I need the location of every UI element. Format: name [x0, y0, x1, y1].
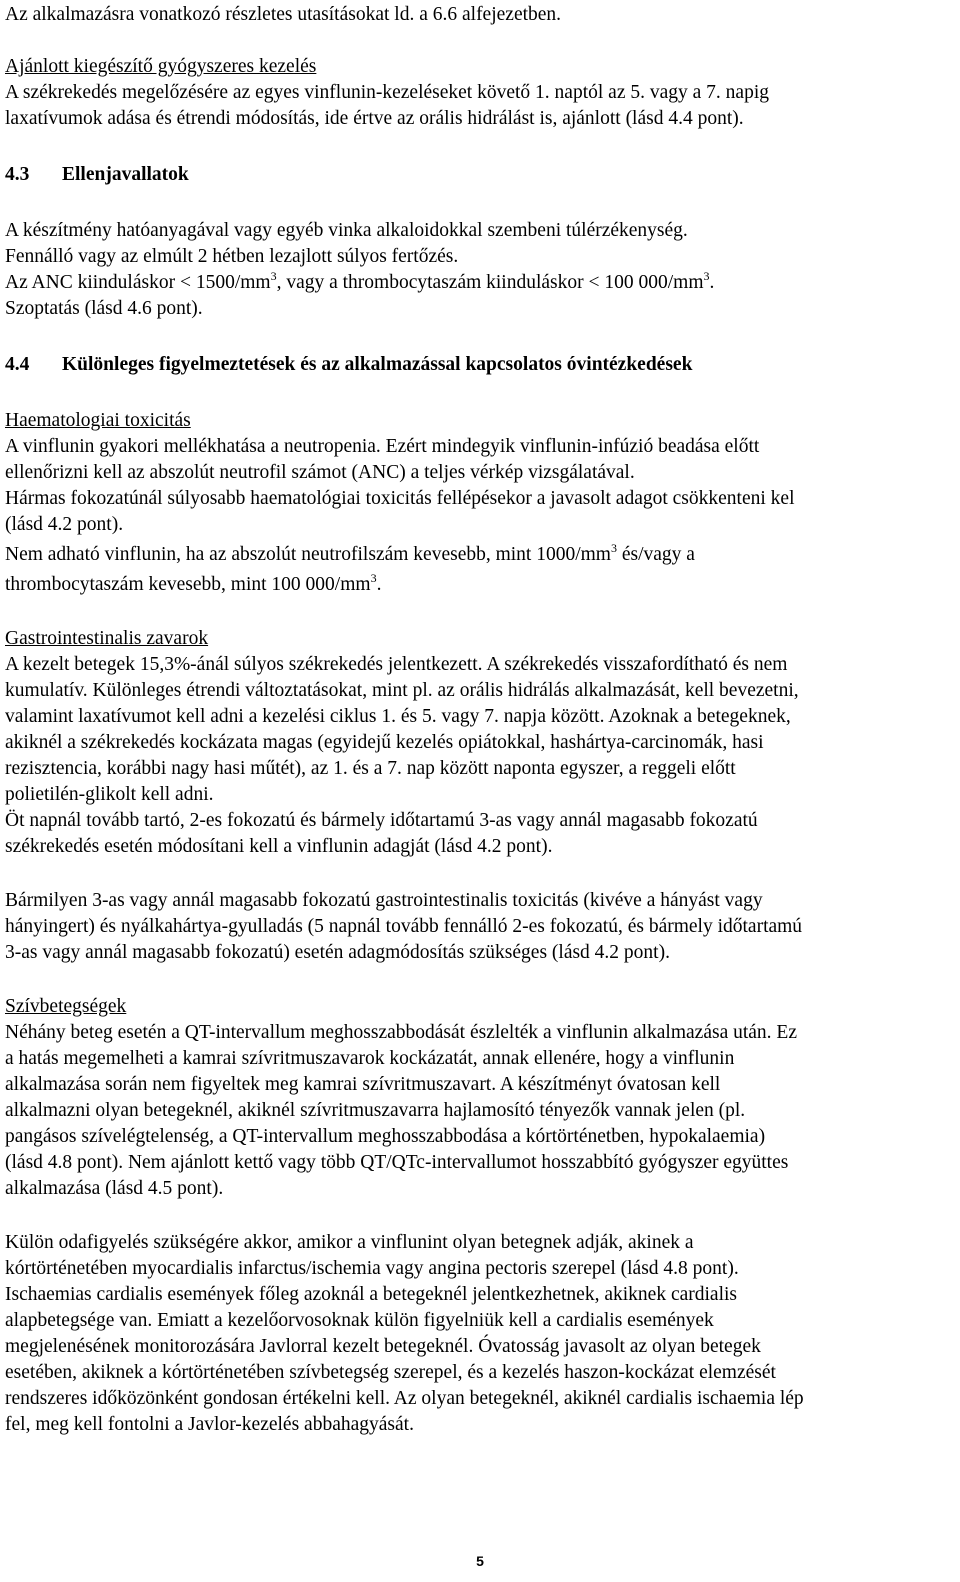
- paragraph-line: alkalmazása (lásd 4.5 pont).: [5, 1178, 224, 1199]
- paragraph-line: kumulatív. Különleges étrendi változtatásokat, mint pl. az orális hidrálás alkalmazását, kell bevezetni,: [5, 680, 799, 701]
- page-number: 5: [476, 1553, 484, 1569]
- paragraph-line: székrekedés esetén módosítani kell a vinflunin adagját (lásd 4.2 pont).: [5, 836, 553, 857]
- paragraph-line: Bármilyen 3-as vagy annál magasabb fokozatú gastrointestinalis toxicitás (kivéve a hányást vagy: [5, 890, 763, 911]
- paragraph-line: (lásd 4.8 pont). Nem ajánlott kettő vagy több QT/QTc-intervallumot hosszabbító gyógyszer együttes: [5, 1152, 789, 1173]
- section-title-warnings: Különleges figyelmeztetések és az alkalmazással kapcsolatos óvintézkedések: [62, 354, 693, 375]
- paragraph-line: Szoptatás (lásd 4.6 pont).: [5, 298, 203, 319]
- intro-line: Az alkalmazásra vonatkozó részletes utasításokat ld. a 6.6 alfejezetben.: [5, 4, 562, 25]
- paragraph-line: Fennálló vagy az elmúlt 2 hétben lezajlott súlyos fertőzés.: [5, 246, 459, 267]
- paragraph-line: (lásd 4.2 pont).: [5, 514, 124, 535]
- paragraph-line: laxatívumok adása és étrendi módosítás, ide értve az orális hidrálást is, ajánlott (lásd 4.4 pont).: [5, 108, 744, 129]
- subheading-gastrointestinal: Gastrointestinalis zavarok: [5, 628, 209, 649]
- subheading-cardiac: Szívbetegségek: [5, 996, 127, 1017]
- paragraph-line: Ischaemias cardialis események főleg azoknál a betegeknél jelentkezhetnek, akiknek cardialis: [5, 1284, 737, 1305]
- paragraph-line: alkalmazása során nem figyeltek meg kamrai szívritmuszavart. A készítményt óvatosan kell: [5, 1074, 721, 1095]
- section-number-4-4: 4.4: [5, 354, 30, 375]
- paragraph-line: A székrekedés megelőzésére az egyes vinflunin-kezeléseket követő 1. naptól az 5. vagy a 7. napig: [5, 82, 769, 103]
- paragraph-line: A kezelt betegek 15,3%-ánál súlyos székrekedés jelentkezett. A székrekedés visszafordítható és nem: [5, 654, 788, 675]
- paragraph-line: megjelenésének monitorozására Javlorral kezelt betegeknél. Óvatosság javasolt az olyan betegek: [5, 1336, 761, 1357]
- paragraph-line: esetében, akiknek a kórtörténetében szívbetegség szerepel, és a kezelés haszon-kockázat elemzését: [5, 1362, 776, 1383]
- paragraph-line: polietilén-glikolt kell adni.: [5, 784, 214, 805]
- paragraph-line: hányingert) és nyálkahártya-gyulladás (5 napnál tovább fennálló 2-es fokozatú, és bármely időtartamú: [5, 916, 803, 937]
- paragraph-line: rezisztencia, korábbi nagy hasi műtét), az 1. és a 7. nap között naponta egyszer, a reggeli előtt: [5, 758, 736, 779]
- paragraph-line: Öt napnál tovább tartó, 2-es fokozatú és bármely időtartamú 3-as vagy annál magasabb fokozatú: [5, 810, 758, 831]
- paragraph-line: Néhány beteg esetén a QT-intervallum meghosszabbodását észlelték a vinflunin alkalmazása után. Ez: [5, 1022, 797, 1043]
- paragraph-line: alkalmazni olyan betegeknél, akiknél szívritmuszavarra hajlamosító tényezők vannak jelen (pl.: [5, 1100, 746, 1121]
- subheading-supplementary: Ajánlott kiegészítő gyógyszeres kezelés: [5, 56, 317, 77]
- paragraph-line: Nem adható vinflunin, ha az abszolút neutrofilszám kevesebb, mint $1000/mm^3$ és/vagy a: [5, 541, 695, 565]
- paragraph-line: Hármas fokozatúnál súlyosabb haematológiai toxicitás fellépésekor a javasolt adagot csökkenteni kel: [5, 488, 795, 509]
- paragraph-line: pangásos szívelégtelenség, a QT-intervallum meghosszabbodása a kórtörténetben, hypokalaemia): [5, 1126, 766, 1147]
- section-title-contraindications: Ellenjavallatok: [62, 164, 189, 185]
- paragraph-line: rendszeres időközönként gondosan értékelni kell. Az olyan betegeknél, akiknél cardialis ischaemia lép: [5, 1388, 804, 1409]
- paragraph-line: thrombocytaszám kevesebb, mint 100 $000/mm^3$.: [5, 571, 382, 595]
- paragraph-line: Az ANC kiinduláskor < $1500/mm^3$, vagy a thrombocytaszám kiinduláskor < 100 $000/mm^3$.: [5, 269, 715, 293]
- paragraph-line: A vinflunin gyakori mellékhatása a neutropenia. Ezért mindegyik vinflunin-infúzió beadása előtt: [5, 436, 760, 457]
- section-number-4-3: 4.3: [5, 164, 30, 185]
- paragraph-line: alapbetegsége van. Emiatt a kezelőorvosoknak külön figyelniük kell a cardialis események: [5, 1310, 714, 1331]
- paragraph-line: valamint laxatívumot kell adni a kezelési ciklus 1. és 5. vagy 7. napja között. Azoknak a betegeknek,: [5, 706, 791, 727]
- paragraph-line: akiknél a székrekedés kockázata magas (egyidejű kezelés opiátokkal, hashártya-carcinomák, hasi: [5, 732, 764, 753]
- paragraph-line: ellenőrizni kell az abszolút neutrofil számot (ANC) a teljes vérkép vizsgálatával.: [5, 462, 635, 483]
- paragraph-line: fel, meg kell fontolni a Javlor-kezelés abbahagyását.: [5, 1414, 414, 1435]
- paragraph-line: 3-as vagy annál magasabb fokozatú) esetén adagmódosítás szükséges (lásd 4.2 pont).: [5, 942, 670, 963]
- paragraph-line: a hatás megemelheti a kamrai szívritmuszavarok kockázatát, annak ellenére, hogy a vinflunin: [5, 1048, 735, 1069]
- paragraph-line: kórtörténetében myocardialis infarctus/ischemia vagy angina pectoris szerepel (lásd 4.8 pont).: [5, 1258, 739, 1279]
- paragraph-line: A készítmény hatóanyagával vagy egyéb vinka alkaloidokkal szembeni túlérzékenység.: [5, 220, 688, 241]
- paragraph-line: Külön odafigyelés szükségére akkor, amikor a vinflunint olyan betegnek adják, akinek a: [5, 1232, 694, 1253]
- subheading-haematology: Haematologiai toxicitás: [5, 410, 191, 431]
